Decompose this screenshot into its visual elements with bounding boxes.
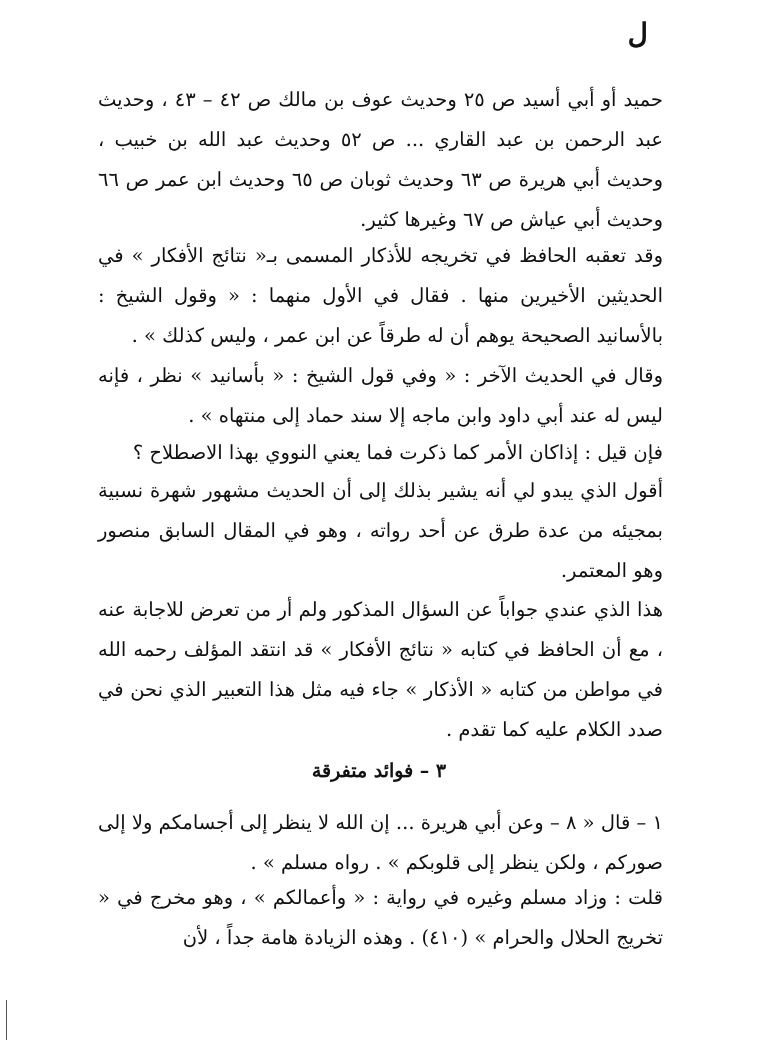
paragraph-hadith-references: حميد أو أبي أسيد ص ٢٥ وحديث عوف بن مالك ص ٤٢ – ٤٣ ، وحديث عبد الرحمن بن عبد القاري ... ص ٥٢ وحديث عبد الله بن خبيب ، وحديث أبي هريرة ص ٦٣ وحديث ثوبان ص ٦٥ وحديث ابن عمر ص ٦٦ وحديث أبي عياش ص ٦٧ وغيرها كثير. — [98, 88, 663, 231]
paragraph-hafiz-critique: وقد تعقبه الحافظ في تخريجه للأذكار المسمى بـ« نتائج الأفكار » في الحديثين الأخيرين منها . فقال في الأول منهما : « وقول الشيخ : بالأسانيد الصحيحة يوهم أن له طرقاً عن ابن عمر ، وليس كذلك » . — [98, 244, 663, 347]
paragraph-conclusion: هذا الذي عندي جواباً عن السؤال المذكور ولم أر من تعرض للاجابة عنه ، مع أن الحافظ في كتابه « نتائج الأفكار » قد انتقد المؤلف رحمه الله في مواطن من كتابه « الأذكار » جاء فيه مثل هذا التعبير الذي نحن في صدد الكلام عليه كما تقدم . — [98, 598, 663, 741]
margin-rule-line — [6, 1000, 7, 1040]
paragraph-other-hadith: وقال في الحديث الآخر : « وفي قول الشيخ : « بأسانيد » نظر ، فإنه ليس له عند أبي داود وابن ماجه إلا سند حماد إلى منتهاه » . — [98, 364, 663, 427]
page-number: ل — [627, 17, 648, 50]
paragraph-answer: أقول الذي يبدو لي أنه يشير بذلك إلى أن الحديث مشهور شهرة نسبية بمجيئه من عدة طرق عن أحد رواته ، وهو في المقال السابق منصور وهو المعتمر. — [98, 479, 663, 582]
paragraph-benefit-one: ١ – قال « ٨ – وعن أبي هريرة ... إن الله لا ينظر إلى أجسامكم ولا إلى صوركم ، ولكن ينظر إلى قلوبكم » . رواه مسلم » . — [98, 811, 663, 874]
paragraph-question: فإن قيل : إذاكان الأمر كما ذكرت فما يعني النووي بهذا الاصطلاح ؟ — [132, 441, 663, 464]
paragraph-addition: قلت : وزاد مسلم وغيره في رواية : « وأعمالكم » ، وهو مخرج في « تخريج الحلال والحرام » (٤١٠) . وهذه الزيادة هامة جداً ، لأن — [98, 886, 663, 949]
section-heading: ٣ – فوائد متفرقة — [311, 760, 447, 782]
